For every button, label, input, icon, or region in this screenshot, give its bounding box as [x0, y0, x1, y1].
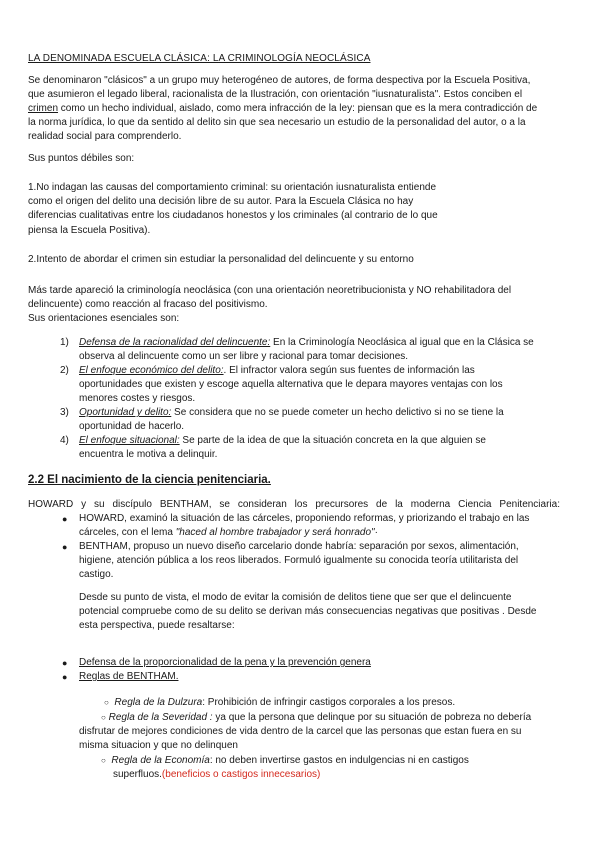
- viewpoint-line-2: potencial compruebe como de su delito se derivan más consecuencias negativas que positivas . Desde: [79, 606, 537, 617]
- rule-severidad-term: Regla de la Severidad :: [108, 712, 213, 723]
- orientation-3-line-1: Oportunidad y delito: Se considera que no se puede cometer un hecho delictivo si no se tiene la: [79, 407, 504, 418]
- viewpoint-line-3: esta perspectiva, puede resaltarse:: [79, 620, 235, 631]
- rule-severidad-line-2: disfrutar de mejores condiciones de vida dentro de la carcel que las personas que estan fuera en su: [79, 726, 522, 737]
- rule-dulzura-term: Regla de la Dulzura: [114, 697, 203, 708]
- orientation-1-number: 1): [60, 337, 69, 348]
- howard-motto: "haced al hombre trabajador y será honrado": [175, 527, 375, 538]
- intro-line-1: Se denominaron "clásicos" a un grupo muy heterogéneo de autores, de forma despectiva por la Escuela Positiva,: [28, 75, 531, 86]
- crimen-word: crimen: [28, 103, 59, 114]
- intro-line-4: la norma jurídica, lo que da sentido al delito sin que sea necesario un estudio de la personalidad del autor, o a la: [28, 117, 526, 128]
- neoclassic-line-2: delincuente) como reacción al fracaso del positivismo.: [28, 299, 268, 310]
- orientation-3-line-2: oportunidad de hacerlo.: [79, 421, 185, 432]
- neoclassic-line-3: Sus orientaciones esenciales son:: [28, 313, 180, 324]
- orientation-3-term: Oportunidad y delito:: [79, 407, 172, 418]
- rule-economia-line-2: superfluos.(beneficios o castigos innecesarios): [113, 769, 321, 780]
- orientation-2-term: El enfoque económico del delito:: [79, 365, 224, 376]
- orientation-1-term: Defensa de la racionalidad del delincuente:: [79, 337, 271, 348]
- intro-line-2: que asumieron el legado liberal, racionalista de la Ilustración, con orientación "iusnaturalista". Estos conciben el: [28, 89, 523, 100]
- rule-severidad-line-3: misma situacion y que no delinquen: [79, 740, 238, 751]
- rule-economia-note: (beneficios o castigos innecesarios): [161, 769, 321, 780]
- bentham-rules-bullet: Reglas de BENTHAM.: [79, 671, 179, 682]
- circle-bullet-icon: ○: [101, 713, 106, 722]
- orientation-4-term: El enfoque situacional:: [79, 435, 180, 446]
- weak-point-1-line-3: diferencias cualitativas entre los ciudadanos honestos y los criminales (al contrario de lo que: [28, 210, 438, 221]
- weak-point-1-line-4: piensa la Escuela Positiva).: [28, 225, 151, 236]
- orientation-3-number: 3): [60, 407, 69, 418]
- bentham-line-2: higiene, atención pública a los reos liberados. Formuló igualmente su conocida teoría utilitarista del: [79, 555, 519, 566]
- orientation-1-line-2: observa al delincuente como un ser libre y racional para tomar decisiones.: [79, 351, 409, 362]
- circle-bullet-icon: ○: [101, 756, 106, 765]
- bentham-line-1: BENTHAM, propuso un nuevo diseño carcelario donde habría: separación por sexos, alimentación,: [79, 541, 519, 552]
- orientation-2-line-2: oportunidades que existen y escoge aquella alternativa que le depara mayores ventajas con los: [79, 379, 503, 390]
- intro-line-3: crimen como un hecho individual, aislado, como mera infracción de la ley: piensan que es la mera contradicción de: [28, 103, 538, 114]
- rule-economia-term: Regla de la Economía: [111, 755, 210, 766]
- orientation-1-line-1: Defensa de la racionalidad del delincuente: En la Criminología Neoclásica al igual que en la Clásica se: [79, 337, 534, 348]
- orientation-4-line-1: El enfoque situacional: Se parte de la idea de que la situación concreta en la que alguien se: [79, 435, 486, 446]
- circle-bullet-icon: ○: [104, 698, 109, 707]
- orientation-4-line-2: encuentra le motiva a delinquir.: [79, 449, 218, 460]
- weak-points-heading: Sus puntos débiles son:: [28, 153, 135, 164]
- orientation-2-number: 2): [60, 365, 69, 376]
- bullet-dot-icon: ●: [62, 514, 68, 524]
- bentham-line-3: castigo.: [79, 569, 114, 580]
- bullet-dot-icon: ●: [62, 542, 68, 552]
- howard-line-1: HOWARD, examinó la situación de las cárceles, proponiendo reformas, y priorizando el trabajo en las: [79, 513, 530, 524]
- orientation-2-line-1: El enfoque económico del delito:. El infractor valora según sus fuentes de información las: [79, 365, 475, 376]
- rule-dulzura: ○ Regla de la Dulzura: Prohibición de infringir castigos corporales a los presos.: [104, 697, 456, 708]
- rule-economia-line-1: ○ Regla de la Economía: no deben invertirse gastos en indulgencias ni en castigos: [101, 755, 469, 766]
- weak-point-1-line-2: como el origen del delito una decisión libre de su autor. Para la Escuela Clásica no hay: [28, 196, 414, 207]
- intro-line-5: realidad social para comprenderlo.: [28, 131, 182, 142]
- weak-point-1-line-1: 1.No indagan las causas del comportamiento criminal: su orientación iusnaturalista entiende: [28, 182, 437, 193]
- orientation-2-line-3: menores costes y riesgos.: [79, 393, 196, 404]
- weak-point-2: 2.Intento de abordar el crimen sin estudiar la personalidad del delincuente y su entorno: [28, 254, 414, 265]
- viewpoint-line-1: Desde su punto de vista, el modo de evitar la comisión de delitos tiene que ser que el delincuente: [79, 592, 512, 603]
- orientation-4-number: 4): [60, 435, 69, 446]
- proportionality-bullet: Defensa de la proporcionalidad de la pena y la prevención genera: [79, 657, 371, 668]
- section-2-2-heading: 2.2 El nacimiento de la ciencia penitenciaria.: [28, 474, 271, 486]
- bullet-dot-icon: ●: [62, 658, 68, 668]
- howard-line-2: cárceles, con el lema "haced al hombre trabajador y será honrado"·: [79, 527, 378, 538]
- document-title: LA DENOMINADA ESCUELA CLÁSICA: LA CRIMINOLOGÍA NEOCLÁSICA: [28, 53, 371, 64]
- neoclassic-line-1: Más tarde apareció la criminología neoclásica (con una orientación neoretribucionista y NO rehabilitadora del: [28, 285, 512, 296]
- section-2-2-intro: HOWARD y su discípulo BENTHAM, se consideran los precursores de la moderna Ciencia Penitenciaria:: [28, 499, 560, 510]
- rule-severidad-line-1: ○ Regla de la Severidad : ya que la persona que delinque por su situación de pobreza no debería: [101, 712, 532, 723]
- bullet-dot-icon: ●: [62, 672, 68, 682]
